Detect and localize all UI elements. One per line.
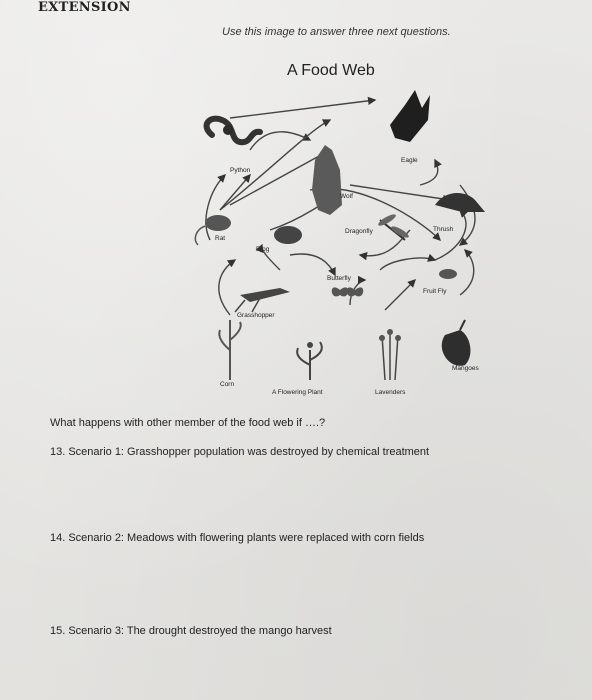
food-web-title: A Food Web: [287, 62, 375, 79]
python-icon: [207, 119, 260, 143]
label-thrush: Thrush: [433, 226, 454, 233]
label-corn: Corn: [220, 381, 235, 388]
scenario-14: 14. Scenario 2: Meadows with flowering plants were replaced with corn fields: [50, 532, 425, 544]
fruit-fly-icon: [439, 269, 457, 279]
label-mangoes: Mangoes: [452, 365, 479, 372]
scenario-15: 15. Scenario 3: The drought destroyed the mango harvest: [50, 625, 332, 637]
thrush-icon: [435, 193, 485, 212]
label-butterfly: Butterfly: [327, 275, 351, 282]
scenario-13: 13. Scenario 1: Grasshopper population was destroyed by chemical treatment: [50, 446, 430, 458]
label-fruit-fly: Fruit Fly: [423, 288, 447, 295]
section-heading: EXTENSION: [38, 0, 131, 15]
grasshopper-icon: [235, 288, 290, 312]
label-grasshopper: Grasshopper: [237, 312, 275, 319]
label-frog: Frog: [256, 246, 270, 253]
wolf-icon: [312, 145, 342, 215]
label-rat: Rat: [215, 235, 226, 242]
label-lavenders: Lavenders: [375, 389, 406, 396]
frog-icon: [274, 226, 302, 244]
label-wolf: Wolf: [340, 193, 353, 200]
instruction-text: Use this image to answer three next questions.: [222, 26, 451, 38]
lavenders-icon: [379, 329, 401, 380]
butterfly-icon: [332, 287, 364, 296]
rat-icon: [195, 215, 231, 245]
label-dragonfly: Dragonfly: [345, 228, 373, 235]
label-eagle: Eagle: [401, 157, 418, 164]
food-web-arrows: [206, 100, 475, 315]
eagle-icon: [390, 90, 430, 142]
corn-icon: [219, 320, 240, 380]
questions-intro: What happens with other member of the food web if ….?: [50, 417, 326, 429]
label-python: Python: [230, 167, 251, 174]
label-flowering-plant: A Flowering Plant: [272, 389, 323, 396]
food-web-diagram: [190, 80, 490, 410]
dragonfly-icon: [377, 212, 410, 240]
mangoes-icon: [442, 320, 471, 366]
flowering-plant-icon: [297, 342, 322, 380]
